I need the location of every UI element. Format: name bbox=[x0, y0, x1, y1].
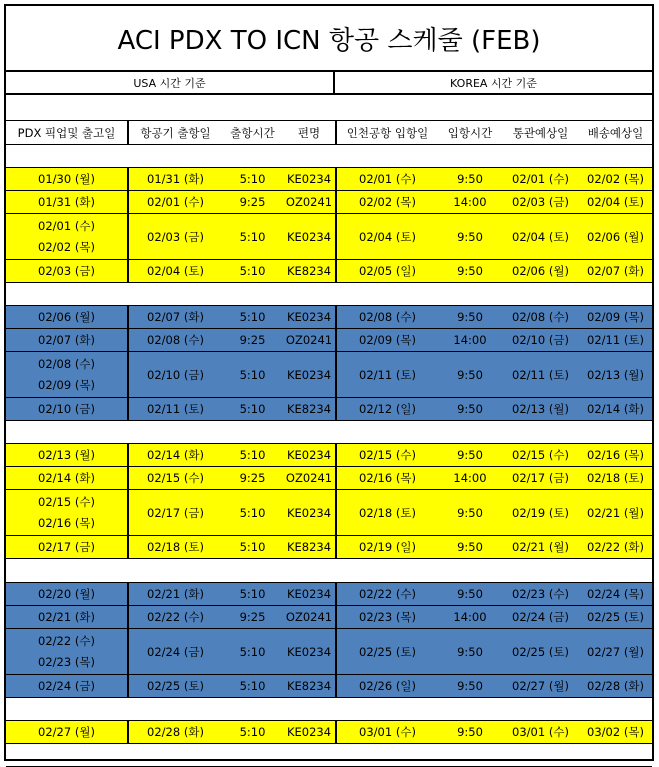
depart-time-cell: 9:25 bbox=[239, 610, 266, 624]
flight-number-cell: KE0234 bbox=[286, 505, 332, 520]
column-divider bbox=[335, 606, 337, 628]
column-divider bbox=[335, 721, 337, 743]
flight-number-cell: OZ0241 bbox=[285, 195, 333, 209]
pickup-date-cell bbox=[6, 675, 127, 697]
column-divider bbox=[127, 629, 129, 674]
table-row bbox=[6, 191, 652, 214]
arrive-time-cell: 9:50 bbox=[457, 367, 483, 382]
delivery-date-cell: 02/28 (화) bbox=[587, 679, 644, 693]
pickup-date: 02/09 (목) bbox=[38, 377, 95, 392]
page-title: ACI PDX TO ICN 항공 스케줄 (FEB) bbox=[6, 6, 652, 72]
table-row bbox=[6, 536, 652, 559]
table-row bbox=[6, 329, 652, 352]
arrive-time-cell: 9:50 bbox=[457, 644, 483, 659]
column-divider bbox=[335, 191, 337, 213]
depart-date-cell: 02/07 (화) bbox=[147, 310, 204, 324]
spacer-row bbox=[6, 97, 652, 121]
pickup-date-cell bbox=[6, 398, 127, 420]
pickup-date-cell bbox=[6, 214, 127, 259]
arrive-date-cell: 02/11 (토) bbox=[359, 367, 416, 382]
arrive-time-cell: 9:50 bbox=[457, 229, 483, 244]
delivery-date-cell: 02/18 (토) bbox=[587, 471, 644, 485]
pickup-date-cell bbox=[6, 583, 127, 605]
delivery-date-cell: 02/25 (토) bbox=[587, 610, 644, 624]
depart-date-cell: 02/03 (금) bbox=[147, 229, 204, 244]
column-divider bbox=[127, 398, 129, 420]
pickup-date-cell bbox=[6, 490, 127, 535]
column-divider bbox=[335, 214, 337, 259]
arrive-date-cell: 02/09 (목) bbox=[359, 333, 416, 347]
flight-number-cell: KE0234 bbox=[286, 644, 332, 659]
column-divider bbox=[127, 260, 129, 282]
flight-number-cell: KE8234 bbox=[286, 402, 332, 416]
column-divider bbox=[127, 490, 129, 535]
pickup-date: 02/17 (금) bbox=[38, 540, 95, 554]
schedule-week-group bbox=[6, 168, 652, 283]
flight-number-cell: KE0234 bbox=[286, 229, 332, 244]
header-delivery: 배송예상일 bbox=[587, 125, 644, 140]
customs-date-cell: 02/23 (수) bbox=[512, 587, 569, 601]
depart-date-cell: 02/22 (수) bbox=[147, 610, 204, 624]
column-divider bbox=[127, 121, 129, 144]
column-divider bbox=[127, 191, 129, 213]
pickup-date: 02/23 (목) bbox=[38, 654, 95, 669]
pickup-date: 02/07 (화) bbox=[38, 333, 95, 347]
column-divider bbox=[335, 121, 337, 144]
pickup-date: 02/08 (수) bbox=[38, 357, 95, 372]
arrive-time-cell: 9:50 bbox=[457, 172, 483, 186]
customs-date-cell: 02/11 (토) bbox=[512, 367, 569, 382]
depart-time-cell: 5:10 bbox=[239, 540, 266, 554]
spacer-row bbox=[6, 560, 652, 583]
depart-time-cell: 5:10 bbox=[239, 505, 266, 520]
column-divider bbox=[335, 168, 337, 190]
column-divider bbox=[127, 329, 129, 351]
column-divider bbox=[335, 629, 337, 674]
arrive-time-cell: 14:00 bbox=[453, 195, 487, 209]
customs-date-cell: 02/04 (토) bbox=[512, 229, 569, 244]
customs-date-cell: 02/08 (수) bbox=[512, 310, 569, 324]
pickup-date-cell bbox=[6, 467, 127, 489]
column-divider bbox=[127, 606, 129, 628]
arrive-date-cell: 02/25 (토) bbox=[359, 644, 416, 659]
spacer-row bbox=[6, 145, 652, 168]
depart-time-cell: 5:10 bbox=[239, 229, 266, 244]
flight-number-cell: KE0234 bbox=[286, 172, 332, 186]
flight-number-cell: OZ0241 bbox=[285, 610, 333, 624]
flight-number-cell: KE0234 bbox=[286, 367, 332, 382]
arrive-date-cell: 02/26 (일) bbox=[359, 679, 416, 693]
pickup-date-cell bbox=[6, 536, 127, 558]
arrive-time-cell: 9:50 bbox=[457, 587, 483, 601]
delivery-date-cell: 02/14 (화) bbox=[587, 402, 644, 416]
pickup-date-cell bbox=[6, 260, 127, 282]
depart-date-cell: 02/17 (금) bbox=[147, 505, 204, 520]
header-depart-date: 항공기 출항일 bbox=[140, 125, 211, 140]
delivery-date-cell: 02/06 (월) bbox=[587, 229, 644, 244]
depart-date-cell: 02/18 (토) bbox=[147, 540, 204, 554]
flight-number-cell: KE0234 bbox=[286, 725, 332, 739]
table-row bbox=[6, 214, 652, 260]
depart-time-cell: 5:10 bbox=[239, 367, 266, 382]
flight-number-cell: KE0234 bbox=[286, 448, 332, 462]
arrive-date-cell: 02/02 (목) bbox=[359, 195, 416, 209]
arrive-time-cell: 9:50 bbox=[457, 402, 483, 416]
korea-time-basis-label: KOREA 시간 기준 bbox=[335, 72, 652, 95]
customs-date-cell: 02/27 (월) bbox=[512, 679, 569, 693]
pickup-date: 02/22 (수) bbox=[38, 634, 95, 649]
flight-number-cell: KE8234 bbox=[286, 540, 332, 554]
column-divider bbox=[127, 168, 129, 190]
customs-date-cell: 02/10 (금) bbox=[512, 333, 569, 347]
spacer-row bbox=[6, 698, 652, 721]
depart-date-cell: 02/04 (토) bbox=[147, 264, 204, 278]
delivery-date-cell: 02/16 (목) bbox=[587, 448, 644, 462]
customs-date-cell: 02/06 (월) bbox=[512, 264, 569, 278]
column-divider bbox=[335, 398, 337, 420]
column-divider bbox=[127, 467, 129, 489]
depart-time-cell: 5:10 bbox=[239, 264, 266, 278]
schedule-sheet bbox=[4, 4, 654, 761]
column-divider bbox=[335, 444, 337, 466]
spacer-row bbox=[6, 421, 652, 444]
flight-number-cell: KE0234 bbox=[286, 310, 332, 324]
arrive-date-cell: 02/04 (토) bbox=[359, 229, 416, 244]
pickup-date: 02/24 (금) bbox=[38, 679, 95, 693]
table-row bbox=[6, 306, 652, 329]
table-row bbox=[6, 606, 652, 629]
table-row bbox=[6, 398, 652, 421]
depart-date-cell: 02/14 (화) bbox=[147, 448, 204, 462]
arrive-time-cell: 9:50 bbox=[457, 310, 483, 324]
column-divider bbox=[127, 214, 129, 259]
delivery-date-cell: 02/09 (목) bbox=[587, 310, 644, 324]
arrive-time-cell: 9:50 bbox=[457, 264, 483, 278]
pickup-date-cell bbox=[6, 352, 127, 397]
flight-number-cell: OZ0241 bbox=[285, 471, 333, 485]
customs-date-cell: 02/24 (금) bbox=[512, 610, 569, 624]
column-divider bbox=[335, 260, 337, 282]
depart-time-cell: 9:25 bbox=[239, 195, 266, 209]
delivery-date-cell: 02/13 (월) bbox=[587, 367, 644, 382]
depart-time-cell: 5:10 bbox=[239, 448, 266, 462]
depart-time-cell: 5:10 bbox=[239, 679, 266, 693]
depart-time-cell: 5:10 bbox=[239, 310, 266, 324]
delivery-date-cell: 02/22 (화) bbox=[587, 540, 644, 554]
column-divider bbox=[335, 467, 337, 489]
customs-date-cell: 02/13 (월) bbox=[512, 402, 569, 416]
pickup-date-cell bbox=[6, 306, 127, 328]
header-arrive-time: 입항시간 bbox=[447, 125, 493, 140]
arrive-date-cell: 02/22 (수) bbox=[359, 587, 416, 601]
arrive-time-cell: 9:50 bbox=[457, 725, 483, 739]
pickup-date: 02/21 (화) bbox=[38, 610, 95, 624]
table-row bbox=[6, 168, 652, 191]
pickup-date: 02/27 (월) bbox=[38, 725, 95, 739]
delivery-date-cell: 02/04 (토) bbox=[587, 195, 644, 209]
table-row bbox=[6, 583, 652, 606]
arrive-time-cell: 14:00 bbox=[453, 333, 487, 347]
arrive-date-cell: 02/08 (수) bbox=[359, 310, 416, 324]
depart-date-cell: 02/25 (토) bbox=[147, 679, 204, 693]
table-row bbox=[6, 467, 652, 490]
arrive-date-cell: 02/19 (일) bbox=[359, 540, 416, 554]
pickup-date: 02/01 (수) bbox=[38, 219, 95, 234]
arrive-date-cell: 03/01 (수) bbox=[359, 725, 416, 739]
pickup-date: 01/31 (화) bbox=[38, 195, 95, 209]
pickup-date-cell bbox=[6, 444, 127, 466]
column-divider bbox=[127, 352, 129, 397]
column-divider bbox=[127, 675, 129, 697]
header-arrive-date: 인천공항 입항일 bbox=[346, 125, 429, 140]
depart-date-cell: 02/11 (토) bbox=[147, 402, 204, 416]
schedule-week-group bbox=[6, 721, 652, 744]
depart-date-cell: 02/08 (수) bbox=[147, 333, 204, 347]
column-header-row bbox=[6, 121, 652, 145]
flight-number-cell: OZ0241 bbox=[285, 333, 333, 347]
arrive-date-cell: 02/23 (목) bbox=[359, 610, 416, 624]
usa-time-basis-label: USA 시간 기준 bbox=[6, 72, 335, 95]
column-divider bbox=[335, 583, 337, 605]
pickup-date: 02/03 (금) bbox=[38, 264, 95, 278]
depart-time-cell: 5:10 bbox=[239, 172, 266, 186]
depart-time-cell: 5:10 bbox=[239, 402, 266, 416]
delivery-date-cell: 03/02 (목) bbox=[587, 725, 644, 739]
column-divider bbox=[335, 490, 337, 535]
column-divider bbox=[127, 306, 129, 328]
pickup-date-cell bbox=[6, 629, 127, 674]
schedule-week-group bbox=[6, 444, 652, 559]
schedule-week-group bbox=[6, 583, 652, 698]
pickup-date: 02/06 (월) bbox=[38, 310, 95, 324]
customs-date-cell: 02/17 (금) bbox=[512, 471, 569, 485]
customs-date-cell: 02/03 (금) bbox=[512, 195, 569, 209]
pickup-date-cell bbox=[6, 606, 127, 628]
customs-date-cell: 02/25 (토) bbox=[512, 644, 569, 659]
pickup-date-cell bbox=[6, 168, 127, 190]
arrive-date-cell: 02/01 (수) bbox=[359, 172, 416, 186]
depart-date-cell: 02/10 (금) bbox=[147, 367, 204, 382]
customs-date-cell: 02/01 (수) bbox=[512, 172, 569, 186]
depart-time-cell: 9:25 bbox=[239, 333, 266, 347]
flight-number-cell: KE8234 bbox=[286, 264, 332, 278]
delivery-date-cell: 02/21 (월) bbox=[587, 505, 644, 520]
pickup-date: 02/10 (금) bbox=[38, 402, 95, 416]
header-flight: 편명 bbox=[297, 125, 321, 140]
spacer-row bbox=[6, 283, 652, 306]
pickup-date: 02/16 (목) bbox=[38, 515, 95, 530]
depart-date-cell: 02/15 (수) bbox=[147, 471, 204, 485]
column-divider bbox=[127, 721, 129, 743]
pickup-date-cell bbox=[6, 191, 127, 213]
column-divider bbox=[335, 306, 337, 328]
table-row bbox=[6, 675, 652, 698]
schedule-week-group bbox=[6, 306, 652, 421]
pickup-date: 01/30 (월) bbox=[38, 172, 95, 186]
customs-date-cell: 03/01 (수) bbox=[512, 725, 569, 739]
table-row bbox=[6, 260, 652, 283]
arrive-date-cell: 02/12 (일) bbox=[359, 402, 416, 416]
column-divider bbox=[127, 583, 129, 605]
depart-time-cell: 5:10 bbox=[239, 587, 266, 601]
delivery-date-cell: 02/24 (목) bbox=[587, 587, 644, 601]
flight-number-cell: KE8234 bbox=[286, 679, 332, 693]
flight-number-cell: KE0234 bbox=[286, 587, 332, 601]
arrive-date-cell: 02/16 (목) bbox=[359, 471, 416, 485]
arrive-time-cell: 9:50 bbox=[457, 505, 483, 520]
column-divider bbox=[127, 444, 129, 466]
table-row bbox=[6, 721, 652, 744]
arrive-time-cell: 9:50 bbox=[457, 679, 483, 693]
depart-date-cell: 01/31 (화) bbox=[147, 172, 204, 186]
header-pickup: PDX 픽업및 출고일 bbox=[17, 125, 116, 140]
pickup-date: 02/15 (수) bbox=[38, 495, 95, 510]
column-divider bbox=[335, 352, 337, 397]
customs-date-cell: 02/15 (수) bbox=[512, 448, 569, 462]
pickup-date: 02/20 (월) bbox=[38, 587, 95, 601]
column-divider bbox=[335, 536, 337, 558]
pickup-date: 02/13 (월) bbox=[38, 448, 95, 462]
pickup-date-cell bbox=[6, 721, 127, 743]
arrive-date-cell: 02/05 (일) bbox=[359, 264, 416, 278]
depart-date-cell: 02/24 (금) bbox=[147, 644, 204, 659]
delivery-date-cell: 02/27 (월) bbox=[587, 644, 644, 659]
column-divider bbox=[127, 536, 129, 558]
depart-time-cell: 9:25 bbox=[239, 471, 266, 485]
depart-date-cell: 02/01 (수) bbox=[147, 195, 204, 209]
pickup-date: 02/02 (목) bbox=[38, 239, 95, 254]
column-divider bbox=[335, 329, 337, 351]
depart-time-cell: 5:10 bbox=[239, 725, 266, 739]
customs-date-cell: 02/21 (월) bbox=[512, 540, 569, 554]
header-customs: 통관예상일 bbox=[512, 125, 569, 140]
customs-date-cell: 02/19 (토) bbox=[512, 505, 569, 520]
header-depart-time: 출항시간 bbox=[230, 125, 275, 140]
pickup-date: 02/14 (화) bbox=[38, 471, 95, 485]
depart-date-cell: 02/28 (화) bbox=[147, 725, 204, 739]
table-row bbox=[6, 444, 652, 467]
depart-date-cell: 02/21 (화) bbox=[147, 587, 204, 601]
arrive-time-cell: 14:00 bbox=[453, 471, 487, 485]
delivery-date-cell: 02/07 (화) bbox=[587, 264, 644, 278]
table-row bbox=[6, 629, 652, 675]
arrive-time-cell: 9:50 bbox=[457, 540, 483, 554]
arrive-date-cell: 02/15 (수) bbox=[359, 448, 416, 462]
table-row bbox=[6, 490, 652, 536]
arrive-time-cell: 9:50 bbox=[457, 448, 483, 462]
delivery-date-cell: 02/11 (토) bbox=[587, 333, 644, 347]
arrive-date-cell: 02/18 (토) bbox=[359, 505, 416, 520]
table-row bbox=[6, 352, 652, 398]
column-divider bbox=[335, 675, 337, 697]
arrive-time-cell: 14:00 bbox=[453, 610, 487, 624]
depart-time-cell: 5:10 bbox=[239, 644, 266, 659]
delivery-date-cell: 02/02 (목) bbox=[587, 172, 644, 186]
pickup-date-cell bbox=[6, 329, 127, 351]
